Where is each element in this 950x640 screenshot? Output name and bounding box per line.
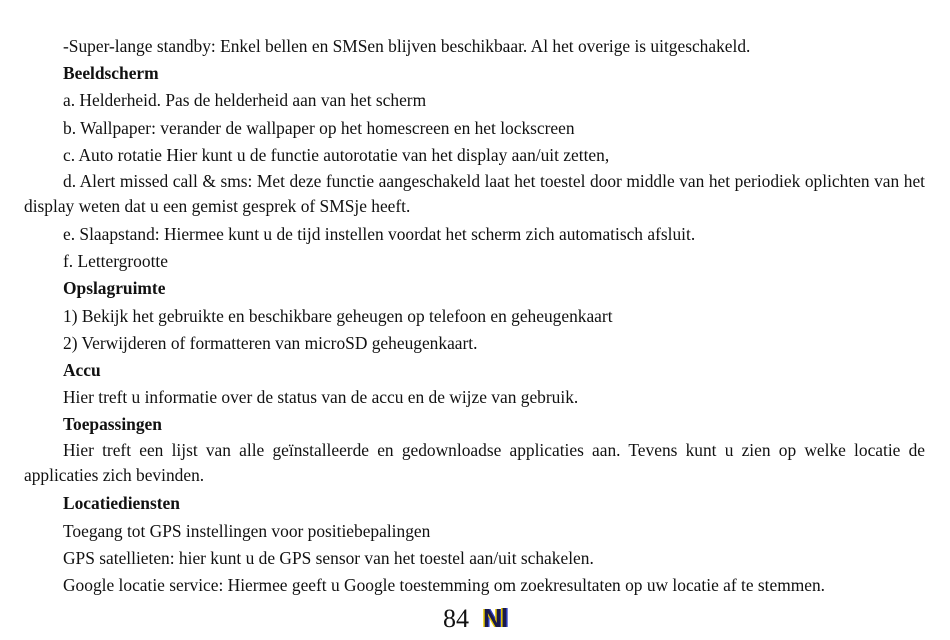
sd-format-item: 2) Verwijderen of formatteren van microSD geheugenkaart.	[63, 332, 478, 353]
font-size-item: f. Lettergrootte	[63, 251, 168, 272]
page-footer	[0, 600, 950, 637]
language-badge-icon: Nl	[483, 603, 507, 633]
storage-view-item: 1) Bekijk het gebruikte en beschikbare geheugen op telefoon en geheugenkaart	[63, 305, 613, 326]
brightness-item: a. Helderheid. Pas de helderheid aan van het scherm	[63, 90, 427, 111]
section-heading-locatiediensten: Locatiediensten	[63, 493, 180, 514]
missed-call-alert-item: d. Alert missed call & sms: Met deze functie aangeschakeld laat het toestel door middle van het periodiek oplichten van het display weten dat u een gemist gesprek of SMSje heeft.	[24, 170, 925, 216]
battery-info-text: Hier treft u informatie over de status van de accu en de wijze van gebruik.	[63, 387, 579, 408]
section-heading-accu: Accu	[63, 359, 101, 380]
page-body	[24, 33, 925, 599]
standby-option-text: -Super-lange standby: Enkel bellen en SMSen blijven beschikbaar. Al het overige is uitgeschakeld.	[63, 36, 751, 56]
gps-satellites-text: GPS satellieten: hier kunt u de GPS sensor van het toestel aan/uit schakelen.	[63, 547, 594, 568]
auto-rotate-item: c. Auto rotatie Hier kunt u de functie autorotatie van het display aan/uit zetten,	[63, 144, 610, 165]
sleep-mode-item: e. Slaapstand: Hiermee kunt u de tijd instellen voordat het scherm zich automatisch afsluit.	[63, 223, 696, 244]
wallpaper-item: b. Wallpaper: verander de wallpaper op het homescreen en het lockscreen	[63, 117, 575, 138]
section-heading-beeldscherm: Beeldscherm	[63, 63, 159, 84]
page-number: 84	[443, 604, 469, 633]
section-heading-toepassingen: Toepassingen	[63, 414, 162, 435]
gps-settings-text: Toegang tot GPS instellingen voor positiebepalingen	[63, 520, 431, 541]
section-heading-opslagruimte: Opslagruimte	[63, 278, 166, 299]
google-location-text: Google locatie service: Hiermee geeft u Google toestemming om zoekresultaten op uw locatie af te stemmen.	[63, 575, 826, 595]
apps-info-text: Hier treft een lijst van alle geïnstalleerde en gedownloadse applicaties aan. Tevens kunt u zien op welke locatie de applicaties zich bevinden.	[24, 440, 925, 486]
